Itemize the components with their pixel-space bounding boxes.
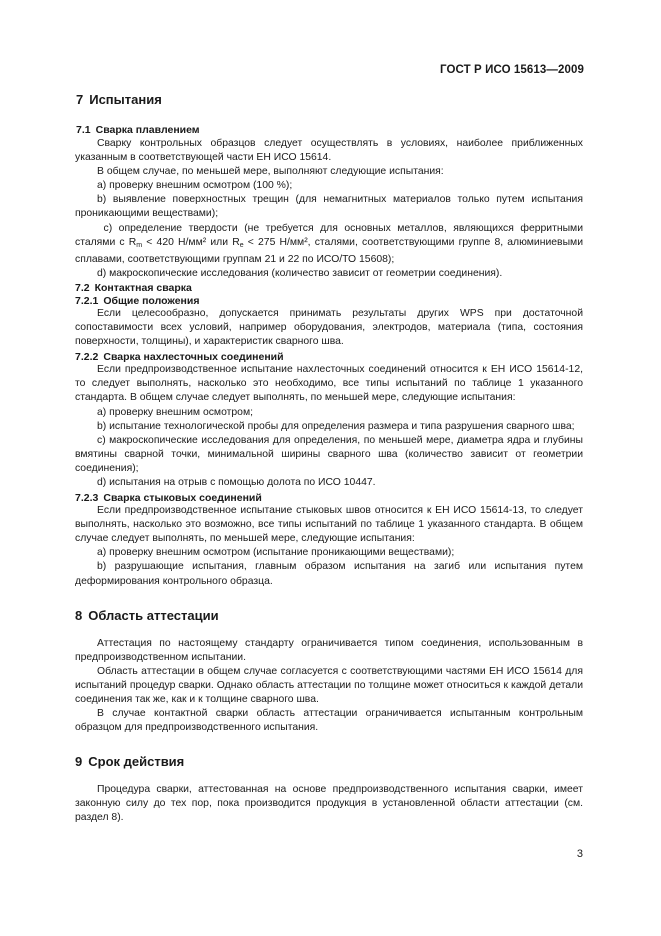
subsection-number: 7.2.2 xyxy=(75,351,99,364)
list-item: d) испытания на отрыв с помощью долота по ИСО 10447. xyxy=(97,476,376,488)
paragraph: Сварку контрольных образцов следует осуществлять в условиях, наиболее приближенных указанным в соответствующей части ЕН ИСО 15614. xyxy=(75,138,583,164)
document-code-header: ГОСТ Р ИСО 15613—2009 xyxy=(439,64,584,76)
page-number: 3 xyxy=(576,848,583,860)
text-fragment: c) определение твердости (не требуется для основных металлов, являющихся ферритными сталями с R xyxy=(75,222,583,248)
list-item: c) макроскопические исследования для определения, по меньшей мере, диаметра ядра и глубины вмятины сварной точки, минимальной ширины сварного шва (количество зависит от геометрии соединения); xyxy=(75,434,583,474)
subsection-title: Общие положения xyxy=(103,294,200,307)
paragraph: В случае контактной сварки область аттестации ограничивается испытанным контрольным образцом для предпроизводственного испытания. xyxy=(75,708,583,734)
subsection-number: 7.2.3 xyxy=(75,492,99,505)
text-fragment: < 420 Н/мм² или R xyxy=(142,236,240,248)
list-item: b) испытание технологической пробы для определения размера и типа разрушения сварного шва; xyxy=(97,420,575,432)
subsection-title: Сварка нахлесточных соединений xyxy=(103,351,284,364)
section-title: Срок действия xyxy=(88,754,185,770)
paragraph: Область аттестации в общем случае согласуется с соответствующими частями ЕН ИСО 15614 для испытаний процедур сварки. Однако область аттестации по толщине может относиться к каждой детали соединения так же, как и к толщине сварного шва. xyxy=(75,665,583,705)
subsection-7-2-1-heading xyxy=(75,295,583,307)
text-fragment: < 275 Н/мм², сталями, соответствующими группе 8, алюминиевыми сплавами, соответствующими группам 21 и 22 по ИСО/ТО 15608); xyxy=(75,236,583,265)
subsection-number: 7.1 xyxy=(76,124,91,136)
subscript: e xyxy=(239,241,244,249)
list-item xyxy=(75,222,583,267)
subsection-title: Сварка плавлением xyxy=(95,124,200,136)
section-title: Область аттестации xyxy=(88,607,219,623)
list-item: a) проверку внешним осмотром (100 %); xyxy=(97,180,293,192)
section-8-heading xyxy=(75,608,583,623)
subsection-7-2-2-heading xyxy=(75,351,583,363)
subsection-number: 7.2 xyxy=(75,281,90,294)
section-7-heading xyxy=(76,92,583,107)
subsection-7-2-3-heading xyxy=(75,492,583,504)
section-number: 7 xyxy=(76,92,84,107)
section-number: 9 xyxy=(75,754,83,770)
section-number: 8 xyxy=(75,607,83,623)
subsection-7-2-heading xyxy=(75,282,583,294)
subsection-title: Контактная сварка xyxy=(94,281,192,294)
section-9-heading xyxy=(75,754,583,769)
list-item: d) макроскопические исследования (количество зависит от геометрии соединения). xyxy=(97,267,503,279)
subsection-number: 7.2.1 xyxy=(75,294,99,307)
list-item: a) проверку внешним осмотром; xyxy=(97,406,253,418)
list-item: b) выявление поверхностных трещин (для немагнитных материалов только путем испытания проникающими веществами); xyxy=(75,194,583,220)
paragraph: В общем случае, по меньшей мере, выполняют следующие испытания: xyxy=(97,166,444,178)
subscript: m xyxy=(136,241,143,249)
subsection-title: Сварка стыковых соединений xyxy=(103,492,262,505)
paragraph: Если предпроизводственное испытание стыковых швов относится к ЕН ИСО 15614-13, то следует выполнять, насколько это возможно, все типы испытаний по таблице 1 указанного стандарта. В общем случае следует выполнять, по меньшей мере, следующие испытания: xyxy=(75,505,583,545)
page-content xyxy=(75,92,583,826)
subsection-7-1-heading xyxy=(76,124,583,136)
paragraph: Процедура сварки, аттестованная на основе предпроизводственного испытания сварки, имеет законную силу до тех пор, пока производится продукция в установленной области аттестации (см. раздел 8). xyxy=(75,784,583,824)
list-item: b) разрушающие испытания, главным образом испытания на загиб или испытания путем деформирования контрольного образца. xyxy=(75,561,583,587)
paragraph: Аттестация по настоящему стандарту ограничивается типом соединения, использованным в предпроизводственном испытании. xyxy=(75,637,583,663)
list-item: a) проверку внешним осмотром (испытание проникающими веществами); xyxy=(97,547,455,559)
section-title: Испытания xyxy=(89,92,162,107)
paragraph: Если предпроизводственное испытание нахлесточных соединений относится к ЕН ИСО 15614-12, то следует выполнять, насколько это необходимо, все типы испытаний по таблице 1 указанного стандарта. В общем случае следует выполнять, по меньшей мере, следующие испытания: xyxy=(75,364,583,404)
paragraph: Если целесообразно, допускается принимать результаты других WPS при достаточной сопоставимости всех условий, например оборудования, электродов, материала (типа, состояния поверхности, толщины), и характеристик сварного шва. xyxy=(75,307,583,348)
